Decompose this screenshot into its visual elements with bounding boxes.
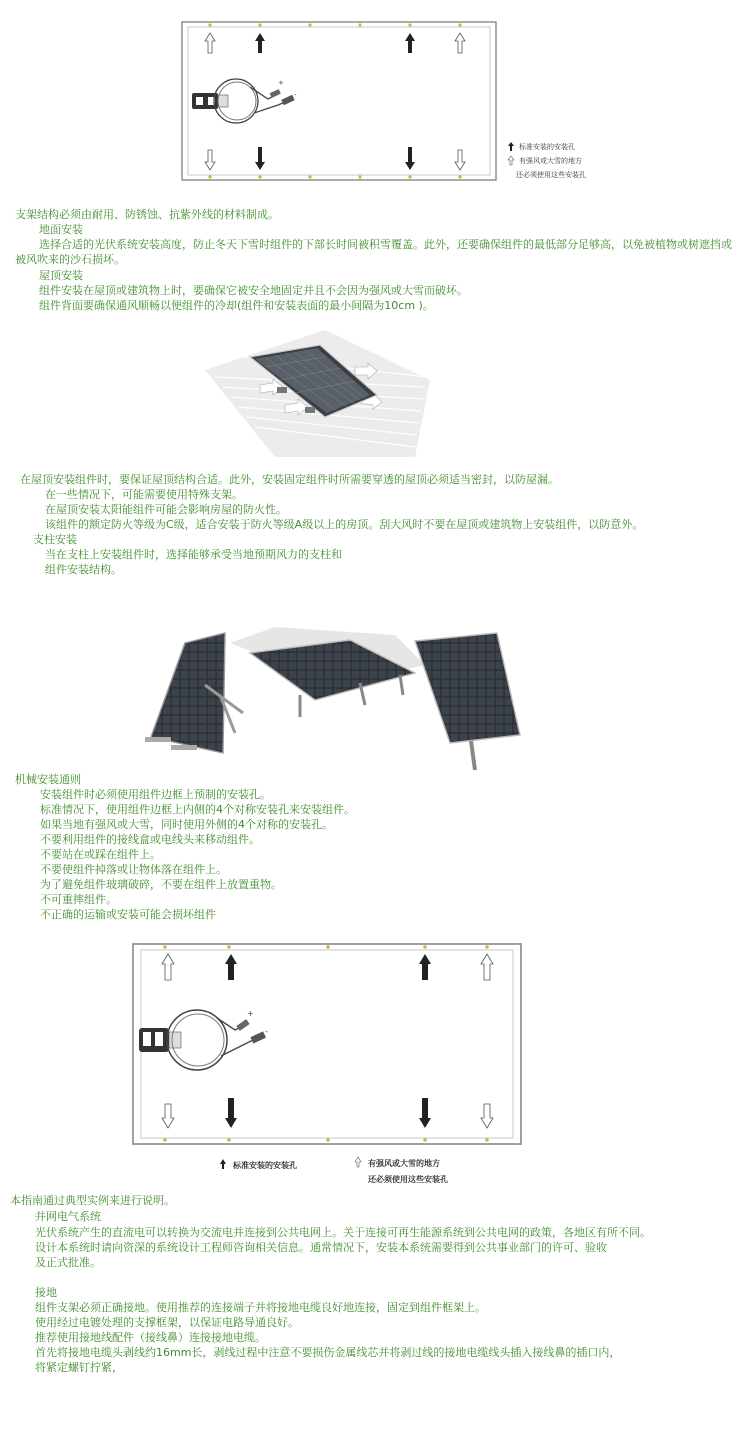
roof-mount-title: 屋顶安装 xyxy=(39,269,83,282)
pole-mount-body-1: 当在支柱上安装组件时，选择能够承受当地预期风力的支柱和 xyxy=(45,548,342,561)
grounding-line: 使用经过电镀处理的支撑框架，以保证电路导通良好。 xyxy=(35,1316,299,1329)
pole-mount-body-2: 组件安装结构。 xyxy=(45,563,122,576)
grounding-line: 组件支架必须正确接地。使用推荐的连接端子并将接地电缆良好地连接，固定到组件框架上。 xyxy=(35,1301,486,1314)
mechanical-item: 不要站在或踩在组件上。 xyxy=(40,848,161,861)
roof-mount-body-2: 组件背面要确保通风顺畅以便组件的冷却(组件和安装表面的最小间隔为10cm )。 xyxy=(39,299,434,312)
svg-text:有强风或大雪的地方: 有强风或大雪的地方 xyxy=(519,157,582,165)
ground-mount-body: 选择合适的光伏系统安装高度，防止冬天下雪时组件的下部长时间被积雪覆盖。此外，还要确保组件的最低部分足够高，以免被植物或树遮挡或被风吹来的沙石损坏。 xyxy=(15,238,732,266)
roof-note-1: 在屋顶安装组件时，要保证屋顶结构合适。此外，安装固定组件时所需要穿透的屋顶必须适当密封，以防屋漏。 xyxy=(20,473,559,486)
pole-mount-title: 支柱安装 xyxy=(33,533,77,546)
mechanical-item: 如果当地有强风或大雪，同时使用外侧的4个对称的安装孔。 xyxy=(40,818,333,831)
mechanical-item: 不可重摔组件。 xyxy=(40,893,117,906)
grounding-line: 将紧定螺钉拧紧， xyxy=(35,1361,123,1374)
mounting-holes-diagram-top xyxy=(150,15,620,190)
svg-text:-: - xyxy=(294,91,297,99)
mounting-types-illustration xyxy=(135,625,620,770)
roof-note-4: 该组件的额定防火等级为C级，适合安装于防火等级A级以上的房顶。刮大风时不要在屋顶或建筑物上安装组件，以防意外。 xyxy=(45,518,644,531)
svg-text:+: + xyxy=(278,79,284,87)
support-material-note: 支架结构必须由耐用、防锈蚀、抗紫外线的材料制成。 xyxy=(15,208,279,221)
roof-note-3: 在屋顶安装太阳能组件可能会影响房屋的防火性。 xyxy=(45,503,287,516)
grounding-line: 推荐使用接地线配件（接线鼻）连接接地电缆。 xyxy=(35,1331,266,1344)
grid-system-body-3: 及正式批准。 xyxy=(35,1256,101,1269)
guide-intro: 本指南通过典型实例来进行说明。 xyxy=(10,1194,175,1207)
mechanical-item: 安装组件时必须使用组件边框上预制的安装孔。 xyxy=(40,788,271,801)
svg-text:标准安装的安装孔: 标准安装的安装孔 xyxy=(519,143,575,151)
roof-mount-illustration xyxy=(205,325,430,460)
svg-text:还必须使用这些安装孔: 还必须使用这些安装孔 xyxy=(368,1175,448,1184)
svg-text:标准安装的安装孔: 标准安装的安装孔 xyxy=(233,1161,297,1170)
grid-system-body-2: 设计本系统时请向资深的系统设计工程师咨询相关信息。通常情况下，安装本系统需要得到公共事业部门的许可、验收 xyxy=(35,1241,607,1254)
mechanical-item: 不正确的运输或安装可能会损坏组件 xyxy=(40,908,216,921)
roof-note-2: 在一些情况下，可能需要使用特殊支架。 xyxy=(45,488,243,501)
legend-hollow-arrow-icon xyxy=(508,156,514,165)
svg-text:还必须使用这些安装孔: 还必须使用这些安装孔 xyxy=(516,171,586,179)
mechanical-item: 不要利用组件的接线盒或电线头来移动组件。 xyxy=(40,833,260,846)
legend-hollow-arrow-icon xyxy=(355,1157,361,1167)
svg-text:-: - xyxy=(265,1027,268,1036)
svg-text:有强风或大雪的地方: 有强风或大雪的地方 xyxy=(368,1159,440,1168)
roof-mount-body-1: 组件安装在屋顶或建筑物上时，要确保它被安全地固定并且不会因为强风或大雪而破坏。 xyxy=(39,284,468,297)
mechanical-title: 机械安装通则 xyxy=(15,773,81,786)
grid-system-title: 并网电气系统 xyxy=(35,1210,101,1223)
legend-solid-arrow-icon xyxy=(220,1159,226,1169)
legend-solid-arrow-icon xyxy=(508,142,514,151)
svg-text:+: + xyxy=(247,1009,254,1018)
grounding-line: 首先将接地电缆头剥线约16mm长，剥线过程中注意不要损伤金属线芯并将剥过线的接地电缆线头插入接线鼻的插口内， xyxy=(35,1346,621,1359)
ground-mount-title: 地面安装 xyxy=(39,223,83,236)
mechanical-item: 为了避免组件玻璃破碎，不要在组件上放置重物。 xyxy=(40,878,282,891)
grounding-title: 接地 xyxy=(35,1286,57,1299)
mechanical-item: 不要使组件掉落或让物体落在组件上。 xyxy=(40,863,227,876)
mounting-holes-diagram-bottom xyxy=(125,938,535,1188)
mechanical-item: 标准情况下，使用组件边框上内侧的4个对称安装孔来安装组件。 xyxy=(40,803,355,816)
grid-system-body-1: 光伏系统产生的直流电可以转换为交流电并连接到公共电网上。关于连接可再生能源系统到公共电网的政策，各地区有所不同。 xyxy=(35,1226,651,1239)
